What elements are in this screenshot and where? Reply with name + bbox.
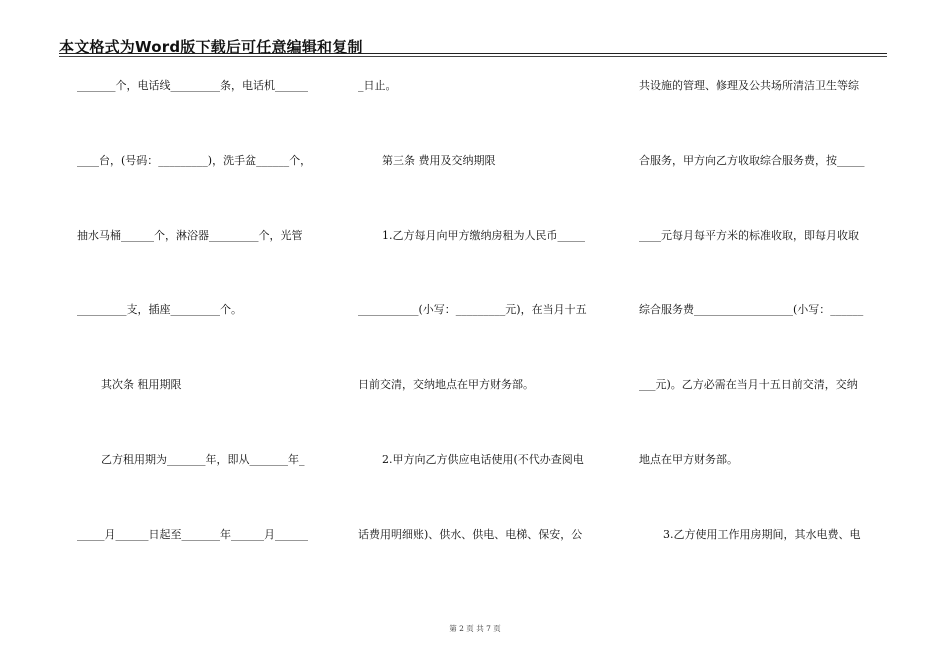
column-1-line-7: _____月______日起至_______年______月______ — [77, 528, 308, 541]
column-1-line-6: 乙方租用期为_______年，即从_______年_ — [101, 453, 305, 466]
column-1-line-2: ____台，(号码：_________)，洗手盆______个， — [77, 154, 312, 167]
column-1-line-3: 抽水马桶______个，淋浴器_________个，光管 — [77, 229, 303, 242]
column-3-line-1: 共设施的管理、修理及公共场所清洁卫生等综 — [639, 79, 859, 92]
column-2-line-1: _日止。 — [358, 79, 397, 92]
column-3-line-6: 地点在甲方财务部。 — [639, 453, 738, 466]
column-1-line-5: 其次条 租用期限 — [101, 378, 182, 391]
column-3-line-7: 3.乙方使用工作用房期间，其水电费、电 — [663, 528, 861, 541]
column-3-line-2: 合服务，甲方向乙方收取综合服务费，按_____ — [639, 154, 865, 167]
document-header-title: 本文格式为Word版下载后可任意编辑和复制 — [59, 38, 363, 56]
column-3-line-5: ___元)。乙方必需在当月十五日前交清，交纳 — [639, 378, 858, 391]
column-3-line-3: ____元每月每平方米的标准收取，即每月收取 — [639, 229, 859, 242]
column-2-line-7: 话费用明细账)、供水、供电、电梯、保安，公 — [358, 528, 583, 541]
text-column-1 — [77, 0, 327, 620]
column-3-line-4: 综合服务费__________________(小写：______ — [639, 303, 864, 316]
text-column-3 — [639, 0, 889, 620]
column-2-line-3: 1.乙方每月向甲方缴纳房租为人民币_____ — [382, 229, 585, 242]
column-2-line-2: 第三条 费用及交纳期限 — [382, 154, 496, 167]
column-2-line-5: 日前交清，交纳地点在甲方财务部。 — [358, 378, 534, 391]
column-2-line-6: 2.甲方向乙方供应电话使用(不代办查阅电 — [382, 453, 584, 466]
page-number-footer: 第 2 页 共 7 页 — [449, 624, 501, 633]
column-1-line-4: _________支，插座_________个。 — [77, 303, 242, 316]
text-column-2 — [358, 0, 608, 620]
column-1-line-1: _______个，电话线_________条，电话机______ — [77, 79, 308, 92]
column-2-line-4: ___________(小写：_________元)，在当月十五 — [358, 303, 587, 316]
